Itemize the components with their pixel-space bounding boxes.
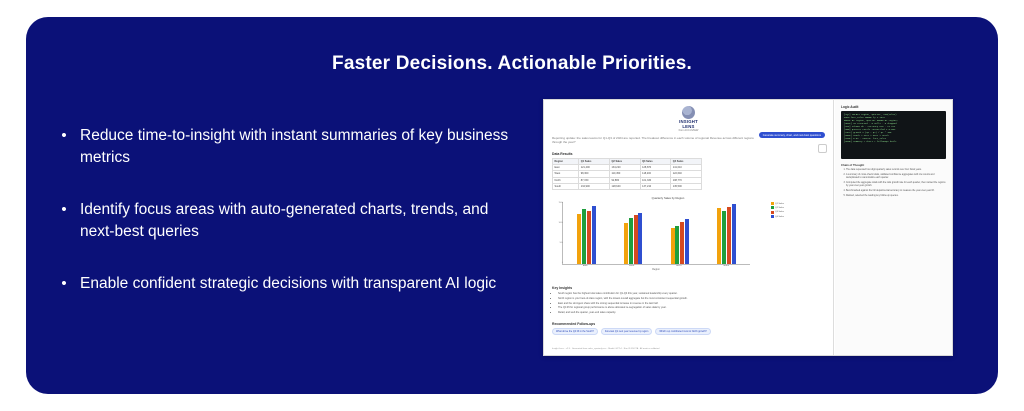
table-cell: East [553, 165, 579, 171]
list-item: 5. Ranked, selected the leading key follow-up queries. [846, 195, 946, 198]
data-results-title: Data Results [552, 152, 573, 156]
page-title: Faster Decisions. Actionable Priorities. [332, 53, 692, 74]
x-axis-labels [562, 265, 750, 267]
y-tick: 150k [558, 202, 563, 204]
legend-label: Q1 Sales [775, 202, 784, 205]
console-line: [CONF] 0.94 · source: fact_sales [844, 137, 887, 140]
bar-group [671, 202, 689, 264]
bullet-marker-icon: • [61, 275, 67, 292]
y-tick: 50k [559, 242, 563, 244]
bar-groups [563, 202, 750, 264]
table-cell: 110,450 [609, 171, 640, 177]
table-cell: West [553, 171, 579, 177]
console-line: [RANK] south > east > west > north [844, 134, 889, 137]
table-cell: 121,400 [579, 165, 610, 171]
footer-note: Insight Lens · v2.3 · Generated from sales_quarterly.csv · Model: GPT-4 · Run ID 83-27A · All metrics validated [552, 348, 660, 350]
legend-label: Q3 Sales [775, 211, 784, 214]
slide-canvas [26, 17, 998, 394]
key-insights-title: Key Insights [552, 286, 573, 290]
table-cell: South [553, 183, 579, 189]
y-tick: 100k [558, 222, 563, 224]
bullet-text: Reduce time-to-insight with instant summaries of key business metrics [80, 127, 509, 166]
followup-chip[interactable]: Forecast Q1 next year revenue by region [601, 328, 652, 335]
chart-legend [771, 202, 784, 218]
prompt-text: Reporting update: the sales teams for Q1-Q3 of 2024 are reported. The breakout difference in each volume of regional Revenue across different regions through the year? [552, 136, 754, 144]
table-cell: 122,640 [671, 171, 702, 177]
bar [592, 206, 596, 264]
followups-title: Recommended Follow-ups [552, 322, 596, 326]
generate-summary-button[interactable]: Generate summary, chart, and next-best questions [759, 132, 825, 138]
column-header: Q4 Sales [671, 159, 702, 165]
followup-chip[interactable]: Which rep contributed most to North growth? [655, 328, 710, 335]
legend-item [771, 211, 784, 214]
column-header: Q1 Sales [579, 159, 610, 165]
bar [624, 223, 628, 264]
list-item [48, 199, 538, 243]
bar [685, 219, 689, 264]
y-axis-ticks [553, 202, 563, 264]
legend-swatch [771, 202, 774, 205]
bar-chart [552, 196, 784, 276]
table-cell: 145,500 [671, 183, 702, 189]
x-tick-label: South [723, 265, 730, 267]
console-output [841, 111, 946, 159]
bar [582, 209, 586, 264]
logic-audit-title: Logic Audit [841, 105, 859, 109]
table-cell: 92,880 [609, 177, 640, 183]
legend-item [771, 215, 784, 218]
console-line: [AGG] quarter totals reconciled ± 0.00% [844, 128, 896, 131]
bar [587, 211, 591, 264]
product-screenshot [543, 99, 953, 356]
bullet-text: Identify focus areas with auto-generated charts, trends, and next-best queries [80, 201, 489, 240]
table-cell: 134,220 [609, 165, 640, 171]
list-item: 3. Computed the aggregate totals with the ratio growth rate for each quarter, then ranked the regions by year-over-year growth. [846, 182, 946, 189]
bullet-text: Enable confident strategic decisions with transparent AI logic [80, 275, 497, 292]
table-row [553, 183, 702, 189]
key-insights-list [558, 292, 802, 315]
console-line: FROM fact_sales WHERE fy = 2024 [844, 116, 885, 119]
list-item: • Retail, and web the quarter, year-end sales capacity. [558, 311, 802, 315]
console-line: [CALC] growth = (q4 - q1) / q1 * 100 [844, 131, 892, 134]
column-header: Region [553, 159, 579, 165]
bar-group [624, 202, 642, 264]
chain-of-thought-list [846, 169, 946, 198]
list-item: • South region has the highest total sales contribution for Q1-Q4 this year, sustained leadership every quarter. [558, 292, 802, 296]
table-cell: North [553, 177, 579, 183]
bar [629, 218, 633, 264]
legend-item [771, 206, 784, 209]
bar [727, 207, 731, 264]
bar [675, 226, 679, 264]
bar [680, 222, 684, 264]
x-tick-label: East [582, 265, 588, 267]
bar [638, 213, 642, 264]
x-tick-label: West [629, 265, 635, 267]
legend-item [771, 202, 784, 205]
bullet-marker-icon: • [61, 201, 67, 218]
column-header: Q3 Sales [640, 159, 671, 165]
table-cell: 118,200 [640, 171, 671, 177]
list-item [48, 273, 538, 295]
console-line: [DONE] summary + chart + followups built [844, 140, 897, 143]
x-axis-title: Region [652, 268, 660, 271]
bar-group [717, 202, 735, 264]
list-item: 1. The data requested four-digit quarterly sales records over four fiscal years. [846, 169, 946, 172]
legend-swatch [771, 206, 774, 209]
table-cell: 134,900 [579, 183, 610, 189]
table-cell: 137,210 [640, 183, 671, 189]
lens-icon [682, 106, 695, 119]
table-cell: 101,330 [640, 177, 671, 183]
followups-section [552, 322, 802, 335]
logic-audit-panel [835, 100, 952, 355]
console-line: [SQL] SELECT region, quarter, SUM(sales) [844, 113, 897, 116]
chart-title: Quarterly Sales by Region [651, 196, 685, 200]
results-table [552, 158, 702, 190]
bar [577, 214, 581, 264]
screenshot-main-panel [544, 100, 834, 355]
bar-group [577, 202, 595, 264]
chart-plot-area [558, 202, 750, 265]
table-cell: 98,300 [579, 171, 610, 177]
bar [671, 228, 675, 264]
bar [717, 208, 721, 264]
bar [722, 211, 726, 264]
key-insights-section [552, 286, 802, 316]
table-cell: 87,150 [579, 177, 610, 183]
list-item: • The Q4 lift for regional group performance is above allocated re-segregation of sales data by year. [558, 306, 802, 310]
console-line: [ROWS] 16 returned · 0 nulls · 0 dropped [844, 122, 897, 125]
console-line: GROUP BY region, quarter ORDER BY region; [844, 119, 898, 122]
column-header: Q2 Sales [609, 159, 640, 165]
x-tick-label: North [675, 265, 682, 267]
followup-chip[interactable]: What drove the Q4 lift in the South? [552, 328, 598, 335]
table-cell: 108,770 [671, 177, 702, 183]
list-item: 2. A summary of cross-check totals, validated confidence aggregates with row counts and deduplicated to canonicalize each quarter. [846, 174, 946, 181]
brand-name-line1: INSIGHT [679, 119, 698, 124]
y-tick: 0 [561, 262, 563, 264]
table-cell: 141,010 [671, 165, 702, 171]
data-results-section [552, 152, 702, 190]
list-item: 4. Benchmarked against the full departmental accuracy to measure the year-over-year lift. [846, 190, 946, 193]
legend-label: Q2 Sales [775, 206, 784, 209]
brand-subtitle: from ACCUVIEW [678, 129, 699, 133]
list-item [48, 125, 538, 169]
table-cell: 128,640 [609, 183, 640, 189]
chain-of-thought-title: Chain of Thought [841, 163, 865, 167]
brand-logo [644, 106, 734, 132]
legend-swatch [771, 211, 774, 214]
followup-chips [552, 328, 802, 335]
brand-name-line2: LENS [682, 123, 695, 129]
bullet-marker-icon: • [61, 127, 67, 144]
bar [634, 215, 638, 264]
bullet-list [48, 125, 538, 325]
list-item: • East and the strongest share with the strong sequential increase in revenue in the last half. [558, 302, 802, 306]
legend-swatch [771, 215, 774, 218]
list-item: • North region is your best-of-class region, with the lowest overall aggregate but the most consistent sequential growth. [558, 297, 802, 301]
legend-label: Q4 Sales [775, 215, 784, 218]
console-line: [CHK] schema ok · currency USD · tz UTC [844, 125, 896, 128]
send-button[interactable] [818, 144, 827, 153]
table-cell: 128,870 [640, 165, 671, 171]
bar [732, 204, 736, 264]
